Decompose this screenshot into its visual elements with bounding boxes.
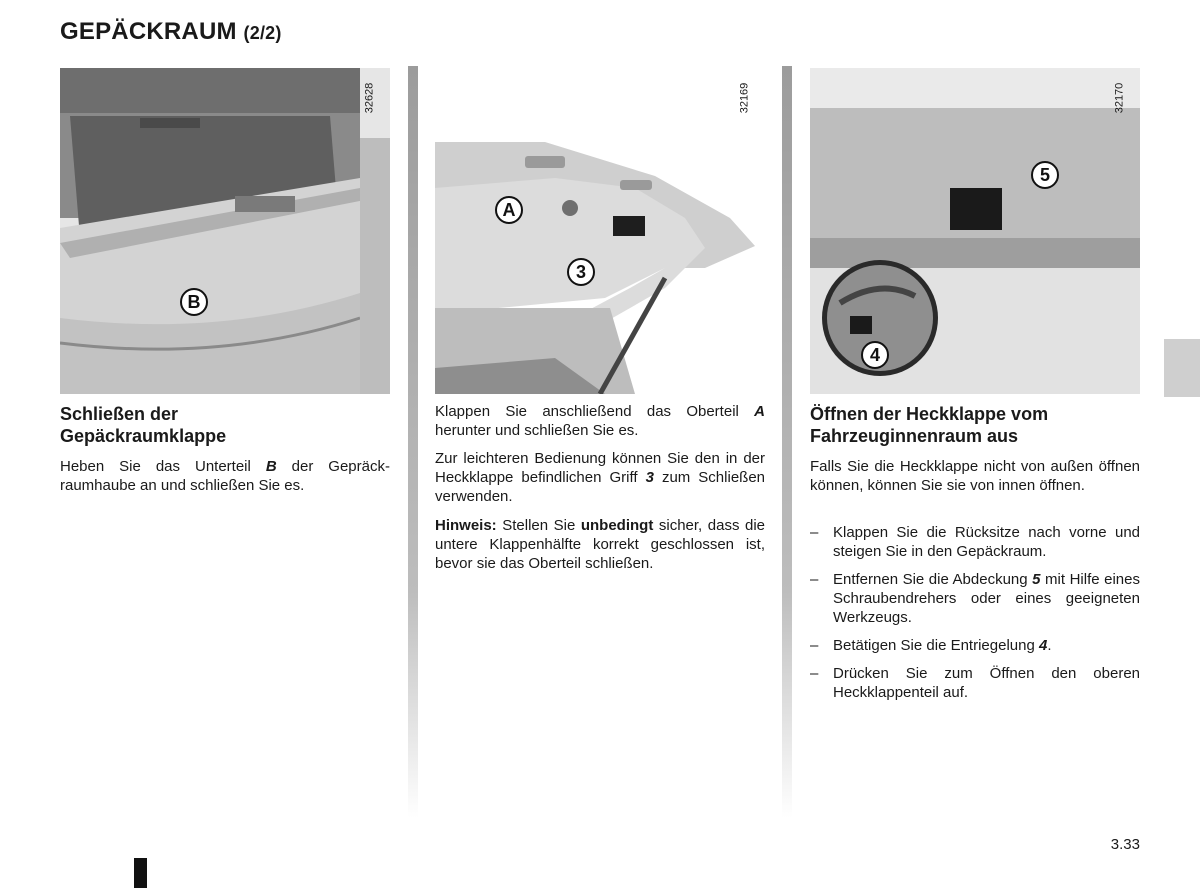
- page-title: [60, 18, 282, 46]
- callout-4: 4: [861, 341, 889, 369]
- list-item-text: Drücken Sie zum Öffnen den oberen Heckklappenteil auf.: [833, 665, 1140, 701]
- figure-3-number: 32170: [1113, 82, 1126, 114]
- callout-5: 5: [1031, 161, 1059, 189]
- page-title-subtitle: (2/2): [243, 23, 282, 43]
- text: .: [1047, 637, 1052, 654]
- paragraph-intro: Falls Sie die Heckklappe nicht von außen öffnen können, können Sie sie von innen öffnen.: [810, 458, 1140, 494]
- page-number: 3.33: [1110, 836, 1140, 853]
- callout-b: B: [180, 288, 208, 316]
- figure-1-number: 32628: [363, 82, 376, 114]
- page-title-text: GEPÄCKRAUM: [60, 18, 237, 45]
- figure-2-illustration: [435, 68, 767, 394]
- list-item: [810, 636, 1140, 656]
- heading-open-from-inside: [810, 403, 1140, 447]
- dash: –: [810, 637, 819, 654]
- list-item-text: [833, 570, 1140, 627]
- heading-line: Fahrzeuginnenraum aus: [810, 426, 1019, 446]
- dash: –: [810, 665, 819, 682]
- reference-5: 5: [1032, 571, 1041, 588]
- paragraph-lift-lower-part: [60, 457, 390, 495]
- text: sicher, dass die untere Klappenhälfte korrekt geschlossen ist, bevor sie das Oberteil schließen.: [435, 517, 765, 572]
- paragraph-close-upper-part: [435, 402, 765, 440]
- text: Stellen Sie: [496, 517, 581, 534]
- heading-line: Öffnen der Heckklappe vom: [810, 404, 1049, 424]
- paragraph-use-handle: [435, 449, 765, 506]
- list-item-text: Klappen Sie die Rücksitze nach vorne und steigen Sie in den Gepäckraum.: [833, 524, 1140, 560]
- note-label: Hinweis:: [435, 517, 497, 534]
- dash: –: [810, 524, 819, 541]
- bottom-bar-marker: [134, 858, 147, 888]
- text: zum Schließen verwenden.: [435, 469, 766, 505]
- text: Heben Sie das Unterteil: [60, 458, 266, 475]
- reference-3: 3: [645, 469, 654, 486]
- heading-line: Gepäckraumklappe: [60, 426, 227, 446]
- heading-close-luggage-hatch: [60, 403, 390, 447]
- column-separator-2: [782, 66, 792, 818]
- list-item: [810, 570, 1140, 630]
- text: der Gepräckraumhaube an und schließen Sie es.: [60, 458, 390, 494]
- heading-line: Schließen der: [60, 404, 179, 424]
- figure-3-tailgate-inside-photo: [810, 68, 1140, 394]
- text: Betätigen Sie die Entriegelung: [833, 637, 1039, 654]
- list-item: [810, 664, 1140, 704]
- figure-2-number: 32169: [738, 82, 751, 114]
- text: mit Hilfe eines Schraubendrehers oder eines geeigneten Werkzeugs.: [833, 571, 1140, 626]
- figure-3-illustration: [810, 68, 1140, 394]
- text: herunter und schließen Sie es.: [435, 422, 639, 439]
- figure-1-illustration: [60, 68, 390, 394]
- text: Entfernen Sie die Abdeckung: [833, 571, 1033, 588]
- callout-a: A: [495, 196, 523, 224]
- reference-a: A: [754, 403, 765, 420]
- list-item-text: [833, 636, 1140, 655]
- paragraph-note: [435, 516, 765, 573]
- keyword-unbedingt: unbedingt: [580, 517, 654, 534]
- figure-1-luggage-compartment-photo: [60, 68, 390, 394]
- reference-b: B: [265, 458, 277, 475]
- text: Zur leichteren Bedienung können Sie den in der Heckklappe befindlichen Griff: [435, 450, 765, 486]
- figure-2-tailgate-photo: [435, 68, 767, 394]
- dash: –: [810, 571, 819, 588]
- section-tab-marker: [1164, 339, 1200, 397]
- column-separator-1: [408, 66, 418, 818]
- text: Klappen Sie anschließend das Oberteil: [435, 403, 755, 420]
- callout-3: 3: [567, 258, 595, 286]
- list-item: [810, 523, 1140, 563]
- reference-4: 4: [1038, 637, 1048, 654]
